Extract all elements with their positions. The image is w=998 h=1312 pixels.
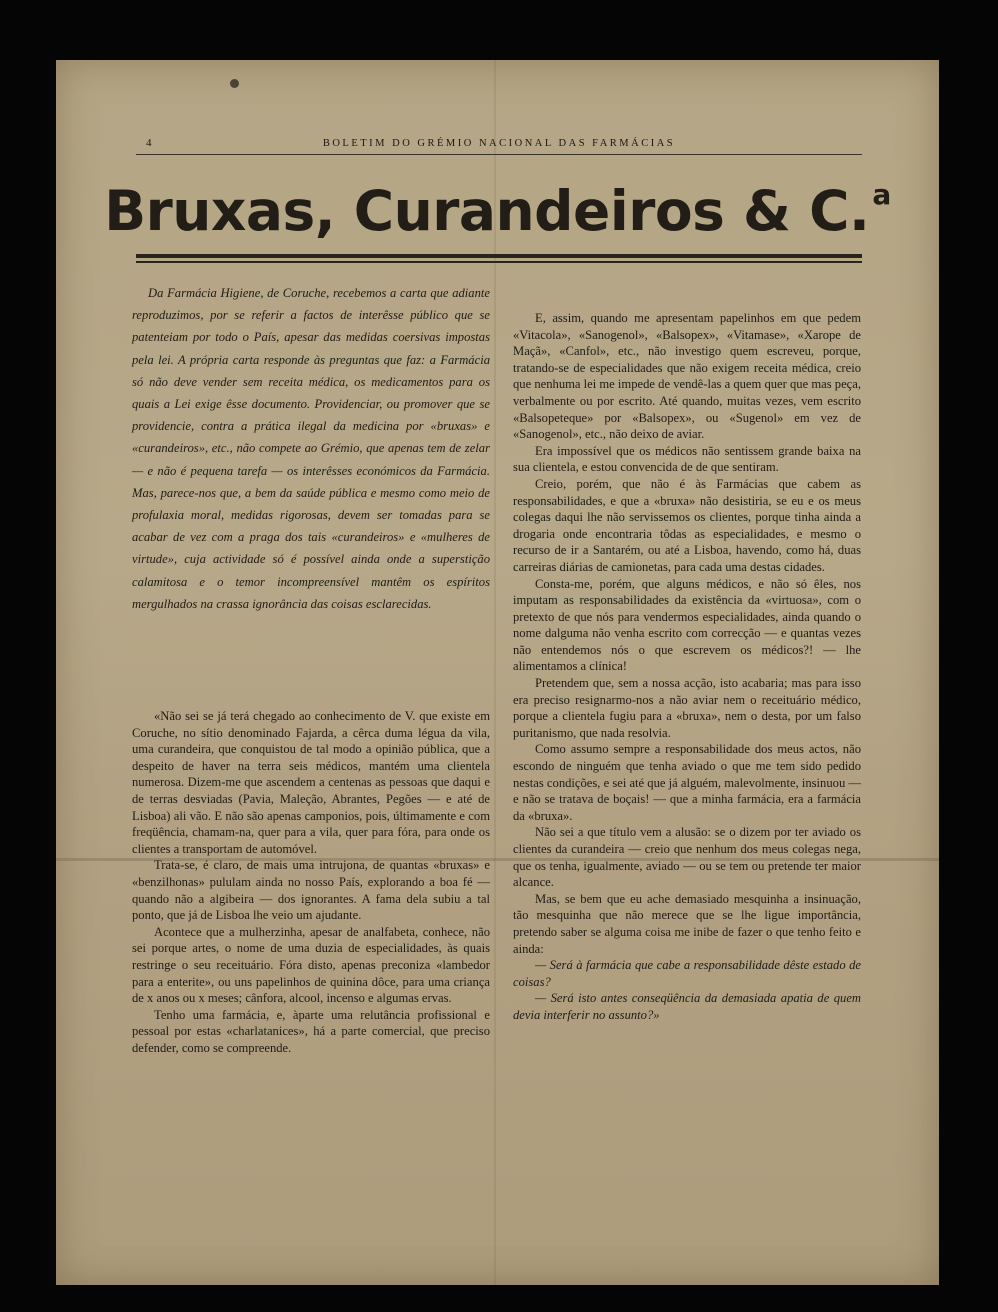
article-title-text: Bruxas, Curandeiros & C. [104,179,870,243]
question-1: — Será à farmácia que cabe a responsabilidade dêste estado de coisas? [513,958,861,989]
article-title [56,178,939,243]
paragraph: E, assim, quando me apresentam papelinhos em que pedem «Vitacola», «Sanogenol», «Balsopex», «Vitamase», «Xarope de Maçã», «Canfol», etc., não investigo quem escreveu, porque, tratando-se de especialidades que não exigem receita médica, creio que nenhuma lei me impede de vendê-las a quem quer que mas peça, verbalmente ou por escrito. Até quando, muitas vezes, vem escrito «Balsopeteque» por «Balsopex», ou «Sugenol» em vez de «Sanogenol», etc., não deixo de aviar. [513,311,861,442]
paragraph: Não sei a que título vem a alusão: se o dizem por ter aviado os clientes da curandeira — creio que nenhum dos meus colegas nega, que os tenha, igualmente, aviado — ou se tem ou pretende ter maior alcance. [513,825,861,890]
running-header [136,136,862,155]
newspaper-page [56,60,939,1285]
page-number: 4 [146,137,152,149]
paragraph: «Não sei se já terá chegado ao conhecimento de V. que existe em Coruche, no sítio denominado Fajarda, a cêrca duma légua da vila, uma curandeira, que conquistou de tal modo a opinião pública, que a despeito de haver na terra seis médicos, mantém uma clientela numerosa. Dizem-me que ascendem a centenas as pessoas que daqui e de terras desviadas (Pavia, Maleção, Abrantes, Pegões — e até de Lisboa) ali vão. E não são apenas camponios, pois, últimamente e com freqüência, chamam-na, quer para a vila, quer para fóra, para onde os clientes a transportam de automóvel. [132,709,490,856]
paragraph: Acontece que a mulherzinha, apesar de analfabeta, conhece, não sei porque artes, o nome de uma duzia de especialidades, às quais restringe o seu receituário. Fóra disto, apenas preconiza «lambedor para a enterite», ou uns papelinhos de quinina dôce, para uma criança de x anos ou x meses; cânfora, alcool, incenso e algumas ervas. [132,924,490,1006]
journal-title: BOLETIM DO GRÉMIO NACIONAL DAS FARMÁCIAS [322,138,676,149]
question-2: — Será isto antes conseqüência da demasiada apatia de quem devia interferir no assunto?» [513,991,861,1022]
article-title-superscript: a [872,178,891,211]
paragraph: Como assumo sempre a responsabilidade dos meus actos, não escondo de ninguém que tenha aviado o que me tem sido pedido nestas condições, e sei até que já alguém, malevolmente, insinuou — e não se tratava de boçais! — que a minha farmácia, era a farmácia da «bruxa». [513,742,861,823]
title-rule-thin [136,261,862,263]
paragraph: Tenho uma farmácia, e, àparte uma relutância profissional e pessoal por estas «charlatanices», há a parte comercial, que preciso defender, como se compreende. [132,1007,490,1055]
paragraph: Creio, porém, que não é às Farmácias que cabem as responsabilidades, e que a «bruxa» não desistiria, se eu e os meus colegas daqui lhe não servissemos os clientes, porque tinha ainda a drogaria onde encontraria tôdas as especialidades, e mesmo o recurso de ir a Santarém, ou até a Lisboa, havendo, como há, duas carreiras diárias de camionetas, para cada uma destas cidades. [513,476,861,574]
paragraph: Era impossível que os médicos não sentissem grande baixa na sua clientela, e estou convencida de de que sentiram. [513,443,861,475]
paragraph: Consta-me, porém, que alguns médicos, e não só êles, nos imputam as responsabilidades da existência da «virtuosa», com o pretexto de que nós para vendermos especialidades, ainda quando o nome dalguma não venha escrito com correcção — e quantas vezes não entendemos nós o que escrevem os médicos?! — lhe alimentamos a clínica! [513,576,861,674]
letter-body-right [513,310,861,1024]
paragraph: Trata-se, é claro, de mais uma intrujona, de quantas «bruxas» e «benzilhonas» pululam ainda no nosso País, explorando a boa fé — quando não a algibeira — dos ignorantes. A fama dela subiu a tal ponto, que já de Lisboa lhe veio um ajudante. [132,858,490,923]
title-rule-thick [136,254,862,258]
editorial-intro: Da Farmácia Higiene, de Coruche, recebemos a carta que adiante reproduzimos, por se referir a factos de interêsse público que se patenteiam por todo o País, apesar das medidas coersivas impostas pela lei. A própria carta responde às preguntas que faz: a Farmácia só não deve vender sem receita médica, os medicamentos para os quais a Lei exige êsse documento. Providenciar, ou promover que se providencie, contra a prática ilegal da medicina por «bruxas» e «curandeiros», etc., não compete ao Grémio, que apenas tem de zelar — e não é pequena tarefa — os interêsses económicos da Farmácia. Mas, parece-nos que, a bem da saúde pública e mesmo como meio de profulaxia moral, medidas rigorosas, devem ser tomadas para se acabar de vez com a praga dos tais «curandeiros» e «mulheres de virtude», cuja actividade só é possível ainda onde a superstição calamitosa e o temor incompreensível mantêm os espíritos mergulhados na crassa ignorância das coisas esclarecidas. [132,286,490,611]
letter-body-left [132,708,490,1056]
paragraph: Pretendem que, sem a nossa acção, isto acabaria; mas para isso era preciso resignarmo-nos a não aviar nem o receituário médico, porque a clientela fugiu para a «bruxa», nem o desta, por um falso puritanismo, que nada resolvia. [513,676,861,740]
binding-hole [230,79,239,88]
paragraph: Mas, se bem que eu ache demasiado mesquinha a insinuação, tão mesquinha que não merece que se lhe ligue importância, pretendo saber se alguma coisa me inibe de fazer o que tenho feito e ainda: [513,891,861,956]
fold-crease-vertical [494,60,496,1285]
